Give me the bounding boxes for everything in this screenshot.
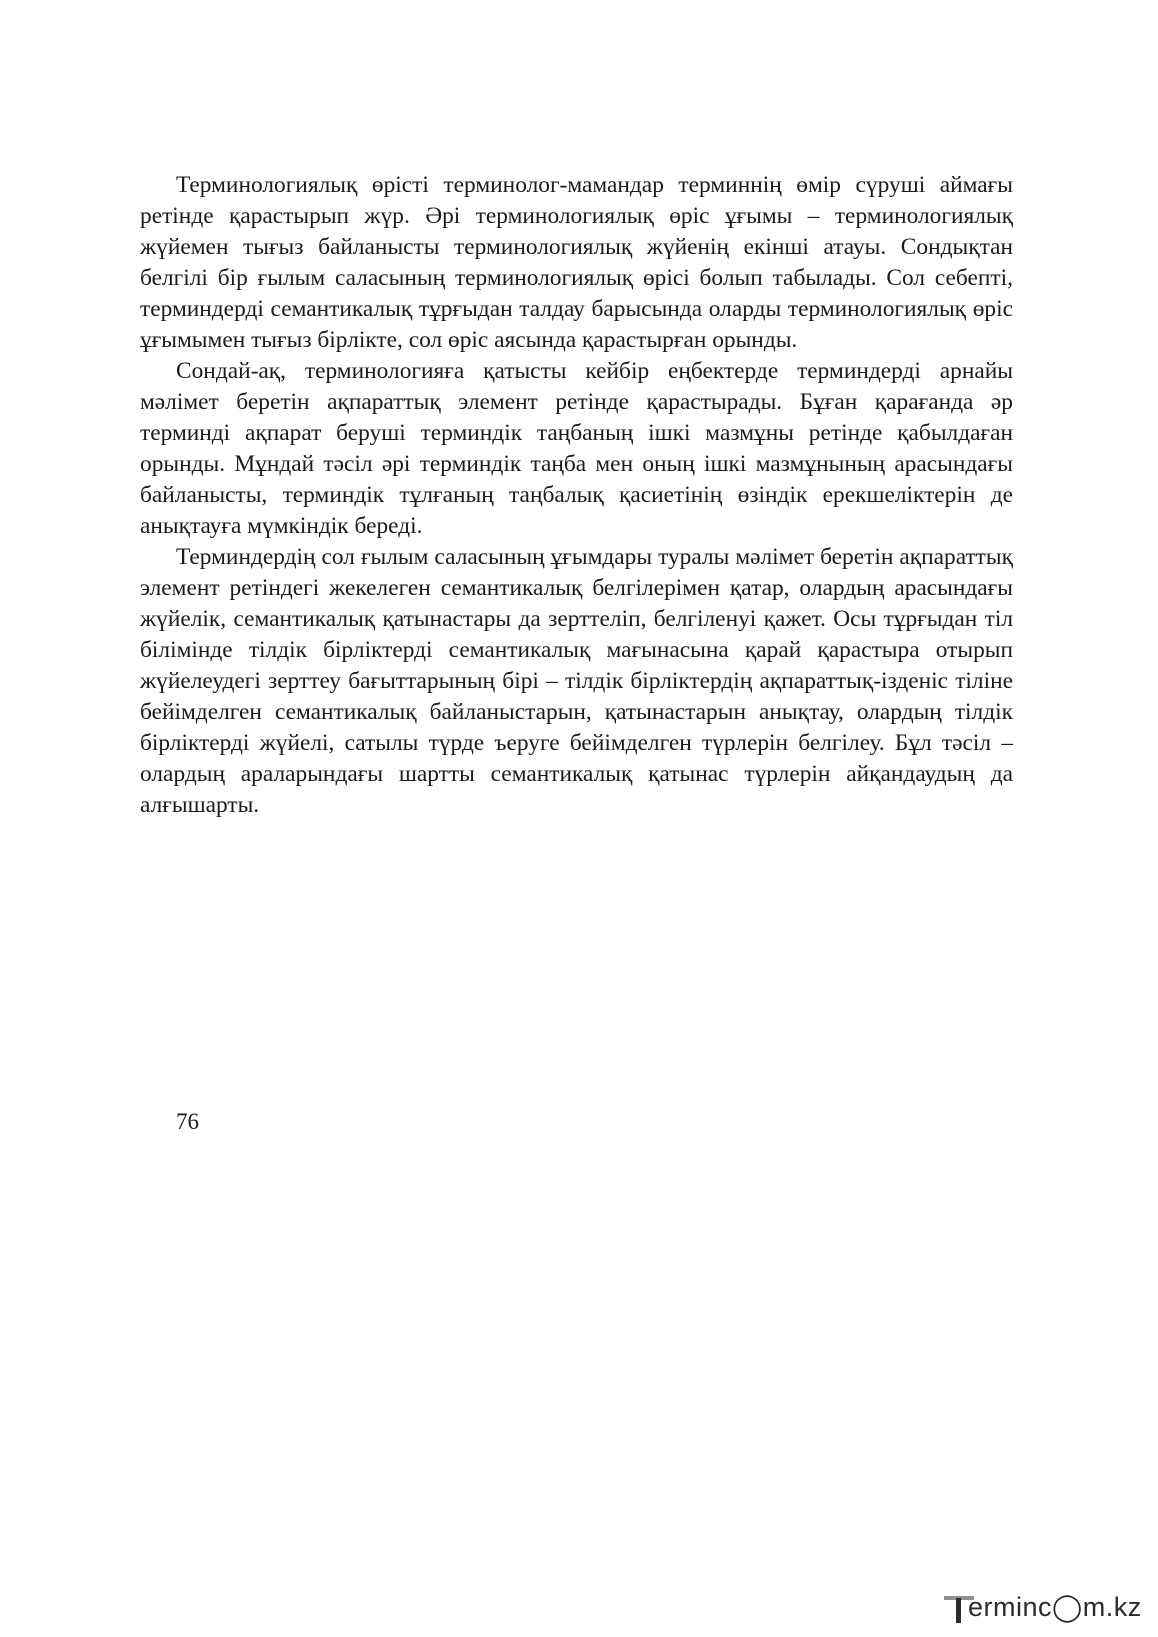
- watermark: [940, 1592, 1140, 1632]
- page-number: 76: [176, 1109, 199, 1134]
- paragraph-2: Сондай-ақ, терминологияға қатысты кейбір еңбектерде терминдерді арнайы мәлімет беретін ақпараттық элемент ретінде қарастырады. Бұған қарағанда әр терминді ақпарат беруші терминдік таңбаның ішкі мазмұны ретінде қабылдаған орынды. Мұндай тәсіл әрі терминдік таңба мен оның ішкі мазмұнының арасындағы байланысты, терминдік тұлғаның таңбалық қасиетінің өзіндік ерекшеліктерін де анықтауға мүмкіндік береді.: [140, 358, 1013, 539]
- watermark-text: erminc◯m.kz: [968, 1592, 1142, 1622]
- body-text: [140, 170, 1013, 821]
- paragraph-3: Терминдердің сол ғылым саласының ұғымдары туралы мәлімет беретін ақпараттық элемент ретіндегі жекелеген семантикалық белгілерімен қатар, олардың арасындағы жүйелік, семантикалық қатынастары да зерттеліп, белгіленуі қажет. Осы тұрғыдан тіл білімінде тілдік бірліктерді семантикалық мағынасына қарай қарастыра отырып жүйелеудегі зерттеу бағыттарының бірі – тілдік бірліктердің ақпараттық-ізденіс тіліне бейімделген семантикалық байланыстарын, қатынастарын анықтау, олардың тілдік бірліктерді жүйелі, сатылы түрде ъеруге бейімделген түрлерін белгілеу. Бұл тәсіл – олардың араларындағы шартты семантикалық қатынас түрлерін айқандаудың да алғышарты.: [140, 544, 1013, 818]
- paragraph-1: Терминологиялық өрісті терминолог-мамандар терминнің өмір сүруші аймағы ретінде қарастырып жүр. Әрі терминологиялық өріс ұғымы – терминологиялық жүйемен тығыз байланысты терминологиялық жүйенің екінші атауы. Сондықтан белгілі бір ғылым саласының терминологиялық өрісі болып табылады. Сол себепті, терминдерді семантикалық тұрғыдан талдау барысында оларды терминологиялық өріс ұғымымен тығыз бірлікте, сол өріс аясында қарастырған орынды.: [140, 172, 1013, 353]
- terminco-logo-stem: [956, 1598, 961, 1623]
